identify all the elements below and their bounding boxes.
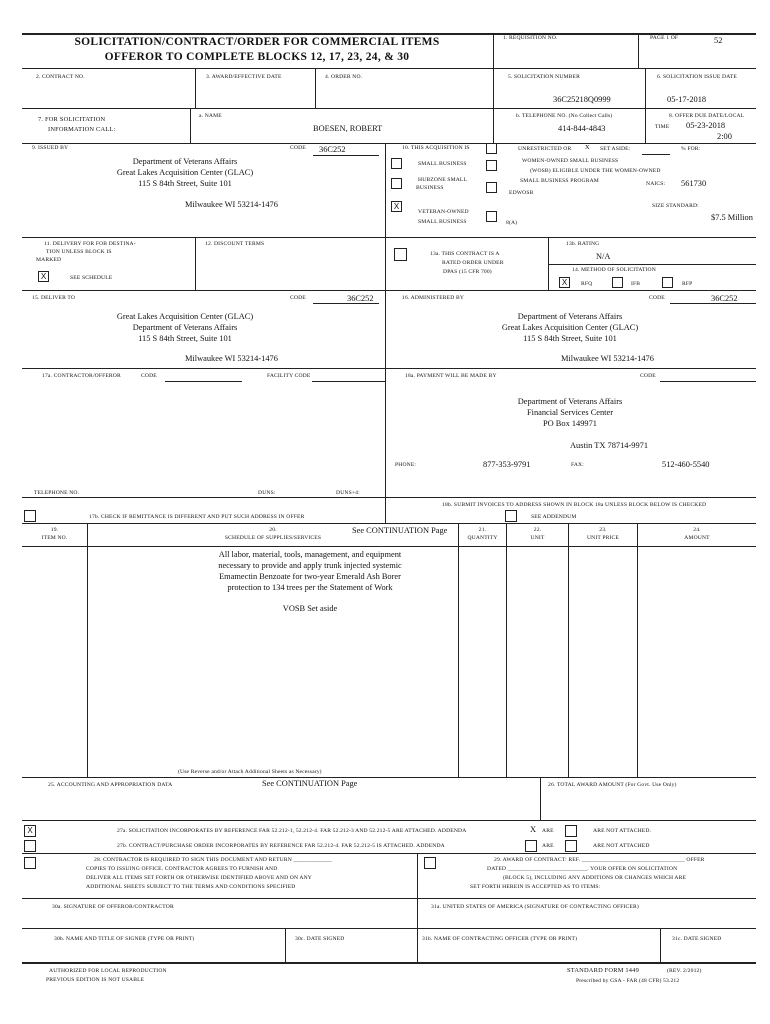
payment-label: 18a. PAYMENT WILL BE MADE BY — [405, 373, 497, 379]
rfq-mark: X — [561, 278, 568, 287]
officer-date-label: 31c. DATE SIGNED — [672, 936, 722, 942]
delivery-fob-label-3: MARKED — [36, 257, 62, 263]
hubzone-checkbox[interactable] — [391, 178, 402, 189]
solicitation-incorporates-label: 27a. SOLICITATION INCORPORATES BY REFERENCE FAR 52.212-1, 52.212-4. FAR 52.212-3 AND 52.212-5 ARE ATTACHED. ADDENDA — [117, 828, 467, 834]
info-call-label-1: 7. FOR SOLICITATION — [38, 116, 106, 123]
size-standard-label: SIZE STANDARD: — [652, 203, 699, 209]
offeror-signature-label: 30a. SIGNATURE OF OFFEROR/CONTRACTOR — [52, 904, 174, 910]
veteran-owned-checkbox[interactable] — [391, 201, 402, 212]
contractor-code-label: CODE — [141, 373, 157, 379]
ifb-checkbox[interactable] — [612, 277, 623, 288]
info-call-label-2: INFORMATION CALL: — [48, 126, 116, 133]
issued-by-city: Milwaukee WI 53214-1476 — [185, 200, 278, 209]
deliver-to-line3: 115 S 84th Street, Suite 101 — [138, 334, 232, 343]
administered-by-city: Milwaukee WI 53214-1476 — [561, 354, 654, 363]
addenda-b-not-checkbox[interactable] — [565, 840, 577, 852]
page-total: 52 — [714, 36, 723, 45]
contractor-code-field[interactable] — [165, 369, 242, 382]
rating-value: N/A — [596, 252, 611, 261]
solicitation-number-label: 5. SOLICITATION NUMBER — [508, 74, 580, 80]
payment-line2: Financial Services Center — [526, 408, 614, 417]
addenda-b-are-not: ARE NOT ATTACHED — [593, 843, 650, 849]
set-aside-mark: X — [585, 144, 590, 151]
contractor-sign-line4: ADDITIONAL SHEETS SUBJECT TO THE TERMS AND CONDITIONS SPECIFIED — [86, 884, 296, 890]
payment-phone-label: PHONE: — [395, 462, 417, 468]
see-addendum-label: SEE ADDENDUM — [531, 514, 577, 520]
remittance-label: 17b. CHECK IF REMITTANCE IS DIFFERENT AND PUT SUCH ADDRESS IN OFFER — [89, 514, 305, 520]
deliver-to-line1: Great Lakes Acquisition Center (GLAC) — [116, 312, 254, 321]
award-line1: 29. AWARD OF CONTRACT: REF. ___________________________________ OFFER — [494, 857, 705, 863]
payment-phone: 877-353-9791 — [483, 460, 531, 469]
contractor-sign-line3: DELIVER ALL ITEMS SET FORTH OR OTHERWISE IDENTIFIED ABOVE AND ON ANY — [86, 875, 312, 881]
contract-no-label: 2. CONTRACT NO. — [36, 74, 85, 80]
col-item-no: ITEM NO. — [41, 535, 68, 541]
award-checkbox[interactable] — [424, 857, 436, 869]
contractor-sign-line1: 28. CONTRACTOR IS REQUIRED TO SIGN THIS DOCUMENT AND RETURN _____________ — [94, 857, 332, 863]
item-description-line4: protection to 134 trees per the Statement of Work — [227, 583, 393, 592]
addenda-b-checkbox[interactable] — [525, 840, 537, 852]
wosb-line1: WOMEN-OWNED SMALL BUSINESS — [522, 158, 619, 164]
payment-fax-label: FAX: — [571, 462, 584, 468]
acquisition-label: 10. THIS ACQUISITION IS — [402, 145, 470, 151]
rfq-checkbox[interactable] — [559, 277, 570, 288]
pct-for-label: % FOR: — [681, 146, 701, 152]
reverse-note: (Use Reverse and/or Attach Additional Sheets as Necessary) — [178, 769, 322, 775]
footer-authorized: AUTHORIZED FOR LOCAL REPRODUCTION — [49, 968, 167, 974]
delivery-fob-label-1: 11. DELIVERY FOR FOB DESTINA- — [44, 241, 136, 247]
col-amount-num: 24. — [693, 527, 701, 533]
requisition-no-label: 1. REQUISITION NO. — [503, 35, 558, 41]
ifb-label: IFB — [631, 281, 641, 287]
col-schedule-num: 20. — [269, 527, 277, 533]
see-schedule-label: SEE SCHEDULE — [70, 275, 113, 281]
item-description-line3: Emamectin Benzoate for two-year Emerald Ash Borer — [219, 572, 401, 581]
rated-order-label-2: RATED ORDER UNDER — [442, 260, 504, 266]
footer-revision: (REV. 2/2012) — [667, 968, 702, 974]
payment-line1: Department of Veterans Affairs — [517, 397, 623, 406]
deliver-to-code-label: CODE — [290, 295, 306, 301]
officer-name-label: 31b. NAME OF CONTRACTING OFFICER (TYPE OR PRINT) — [422, 936, 578, 942]
payment-code-label: CODE — [640, 373, 656, 379]
discount-terms-label: 12. DISCOUNT TERMS — [205, 241, 265, 247]
telephone-no-label: TELEPHONE NO. — [34, 490, 80, 496]
addenda-a-mark: X — [530, 825, 537, 834]
award-line3: (BLOCK 5), INCLUDING ANY ADDITIONS OR CHANGES WHICH ARE — [503, 875, 687, 881]
hubzone-label-2: BUSINESS — [416, 185, 444, 191]
solicitation-number: 36C25218Q0999 — [553, 95, 611, 104]
issued-by-line2: Great Lakes Acquisition Center (GLAC) — [116, 168, 254, 177]
rfp-checkbox[interactable] — [662, 277, 673, 288]
award-line4: SET FORTH HEREIN IS ACCEPTED AS TO ITEMS: — [470, 884, 601, 890]
administered-by-line3: 115 S 84th Street, Suite 101 — [523, 334, 617, 343]
vosb-set-aside: VOSB Set aside — [282, 604, 338, 613]
set-aside-label: SET ASIDE: — [600, 146, 631, 152]
contact-phone: 414-844-4843 — [558, 124, 606, 133]
veteran-label-2: SMALL BUSINESS — [418, 219, 467, 225]
accounting-label: 25. ACCOUNTING AND APPROPRIATION DATA — [48, 782, 173, 788]
rated-order-label-1: 13a. THIS CONTRACT IS A — [430, 251, 500, 257]
col-item-no-num: 19. — [50, 527, 59, 533]
administered-by-line1: Department of Veterans Affairs — [517, 312, 623, 321]
unrestricted-label: UNRESTRICTED OR — [518, 146, 572, 152]
edwosb-checkbox[interactable] — [486, 182, 497, 193]
item-description-line1: All labor, material, tools, management, and equipment — [218, 550, 402, 559]
contractor-sign-checkbox[interactable] — [24, 857, 36, 869]
facility-code-label: FACILITY CODE — [267, 373, 311, 379]
facility-code-field[interactable] — [312, 369, 385, 382]
time-label: TIME — [655, 124, 670, 130]
addenda-a-are: ARE — [542, 828, 554, 834]
col-quantity-num: 21. — [478, 527, 487, 533]
rfp-label: RFP — [682, 281, 693, 287]
deliver-to-code: 36C252 — [347, 294, 374, 303]
signer-date-label: 30c. DATE SIGNED — [295, 936, 345, 942]
solicitation-incorporates-mark: X — [27, 826, 33, 835]
naics-label: NAICS: — [646, 181, 666, 187]
rated-order-label-3: DPAS (15 CFR 700) — [443, 269, 492, 275]
addenda-b-are: ARE — [542, 843, 554, 849]
issued-by-code-label: CODE — [290, 145, 306, 151]
unrestricted-checkbox[interactable] — [486, 143, 497, 154]
contractor-label: 17a. CONTRACTOR/OFFEROR — [42, 373, 121, 379]
contact-name: BOESEN, ROBERT — [313, 124, 383, 133]
veteran-label-1: VETERAN-OWNED — [418, 209, 469, 215]
contract-incorporates-checkbox[interactable] — [24, 840, 36, 852]
payment-city: Austin TX 78714-9971 — [570, 441, 649, 450]
deliver-to-city: Milwaukee WI 53214-1476 — [185, 354, 278, 363]
administered-by-code-label: CODE — [649, 295, 665, 301]
see-schedule-checkbox[interactable] — [38, 271, 49, 282]
contractor-sign-line2: COPIES TO ISSUING OFFICE. CONTRACTOR AGREES TO FURNISH AND — [86, 866, 278, 872]
total-award-label: 26. TOTAL AWARD AMOUNT (For Govt. Use Only) — [548, 782, 677, 788]
remittance-checkbox[interactable] — [24, 510, 36, 522]
deliver-to-line2: Department of Veterans Affairs — [132, 323, 238, 332]
schedule-see-continuation: See CONTINUATION Page — [352, 526, 448, 535]
col-unit-num: 22. — [533, 527, 542, 533]
rating-label: 13b. RATING — [566, 241, 600, 247]
contract-incorporates-label: 27b. CONTRACT/PURCHASE ORDER INCORPORATES BY REFERENCE FAR 52.212-4. FAR 52.212-5 IS ATTACHED. ADDENDA — [117, 843, 445, 849]
eight-a-checkbox[interactable] — [486, 211, 497, 222]
see-schedule-mark: X — [40, 272, 47, 281]
name-label: a. NAME — [199, 113, 222, 119]
col-quantity: QUANTITY — [467, 535, 498, 541]
order-no-label: 4. ORDER NO. — [325, 74, 363, 80]
small-business-checkbox[interactable] — [391, 158, 402, 169]
col-unit-price: UNIT PRICE — [586, 535, 619, 541]
form-title-line1: SOLICITATION/CONTRACT/ORDER FOR COMMERCIAL ITEMS — [74, 36, 440, 48]
offer-due-time: 2:00 — [717, 132, 732, 141]
hubzone-label-1: HUBZONE SMALL — [418, 177, 468, 183]
signer-name-label: 30b. NAME AND TITLE OF SIGNER (TYPE OR PRINT) — [54, 936, 195, 942]
offer-due-label: 8. OFFER DUE DATE/LOCAL — [669, 113, 745, 119]
veteran-owned-mark: X — [393, 202, 400, 211]
duns4-label: DUNS+4: — [336, 490, 360, 496]
small-business-label: SMALL BUSINESS — [418, 161, 467, 167]
telephone-label: b. TELEPHONE NO. (No Collect Calls) — [516, 113, 613, 119]
payment-fax: 512-460-5540 — [662, 460, 710, 469]
issued-by-line3: 115 S 84th Street, Suite 101 — [138, 179, 232, 188]
item-description-line2: necessary to provide and apply trunk injected systemic — [218, 561, 402, 570]
offer-due-date: 05-23-2018 — [686, 121, 726, 130]
footer-form-name: STANDARD FORM 1449 — [567, 967, 639, 974]
duns-label: DUNS: — [258, 490, 276, 496]
size-standard: $7.5 Million — [711, 213, 753, 222]
method-label: 14. METHOD OF SOLICITATION — [572, 267, 656, 273]
wosb-line3: SMALL BUSINESS PROGRAM — [520, 178, 599, 184]
issue-date-label: 6. SOLICITATION ISSUE DATE — [657, 74, 737, 80]
officer-signature-label: 31a. UNITED STATES OF AMERICA (SIGNATURE OF CONTRACTING OFFICER) — [431, 904, 639, 910]
award-line2: DATED ___________________________. YOUR OFFER ON SOLICITATION — [487, 866, 678, 872]
rated-order-checkbox[interactable] — [394, 248, 407, 261]
administered-by-label: 16. ADMINISTERED BY — [402, 295, 465, 301]
footer-previous-edition: PREVIOUS EDITION IS NOT USABLE — [46, 977, 145, 983]
rfq-label: RFQ — [581, 281, 593, 287]
see-addendum-checkbox[interactable] — [505, 510, 517, 522]
solicitation-incorporates-checkbox[interactable] — [24, 825, 36, 837]
deliver-to-label: 15. DELIVER TO — [32, 295, 76, 301]
page-label: PAGE 1 OF — [650, 35, 679, 41]
submit-invoices-label: 18b. SUBMIT INVOICES TO ADDRESS SHOWN IN BLOCK 18a UNLESS BLOCK BELOW IS CHECKED — [442, 502, 707, 508]
col-schedule: SCHEDULE OF SUPPLIES/SERVICES — [224, 535, 322, 541]
administered-by-line2: Great Lakes Acquisition Center (GLAC) — [501, 323, 639, 332]
form-title-line2: OFFEROR TO COMPLETE BLOCKS 12, 17, 23, 24, & 30 — [104, 51, 410, 63]
eight-a-label: 8(A) — [506, 220, 518, 226]
payment-line3: PO Box 149971 — [543, 419, 597, 428]
footer-prescribed: Prescribed by GSA - FAR (48 CFR) 53.212 — [576, 978, 680, 984]
col-amount: AMOUNT — [684, 535, 710, 541]
issued-by-code: 36C252 — [319, 145, 346, 154]
delivery-fob-label-2: TION UNLESS BLOCK IS — [46, 249, 112, 255]
wosb-line2: (WOSB) ELIGIBLE UNDER THE WOMEN-OWNED — [530, 168, 661, 174]
award-date-label: 3. AWARD/EFFECTIVE DATE — [206, 74, 282, 80]
addenda-a-not-checkbox[interactable] — [565, 825, 577, 837]
issued-by-line1: Department of Veterans Affairs — [132, 157, 238, 166]
col-unit: UNIT — [530, 535, 545, 541]
administered-by-code: 36C252 — [711, 294, 738, 303]
issue-date: 05-17-2018 — [667, 95, 707, 104]
naics-code: 561730 — [681, 179, 707, 188]
edwosb-label: EDWOSB — [509, 190, 534, 196]
accounting-see-continuation: See CONTINUATION Page — [262, 779, 358, 788]
issued-by-label: 9. ISSUED BY — [32, 145, 69, 151]
col-unit-price-num: 23. — [599, 527, 607, 533]
wosb-checkbox[interactable] — [486, 160, 497, 171]
addenda-a-are-not: ARE NOT ATTACHED. — [593, 828, 652, 834]
